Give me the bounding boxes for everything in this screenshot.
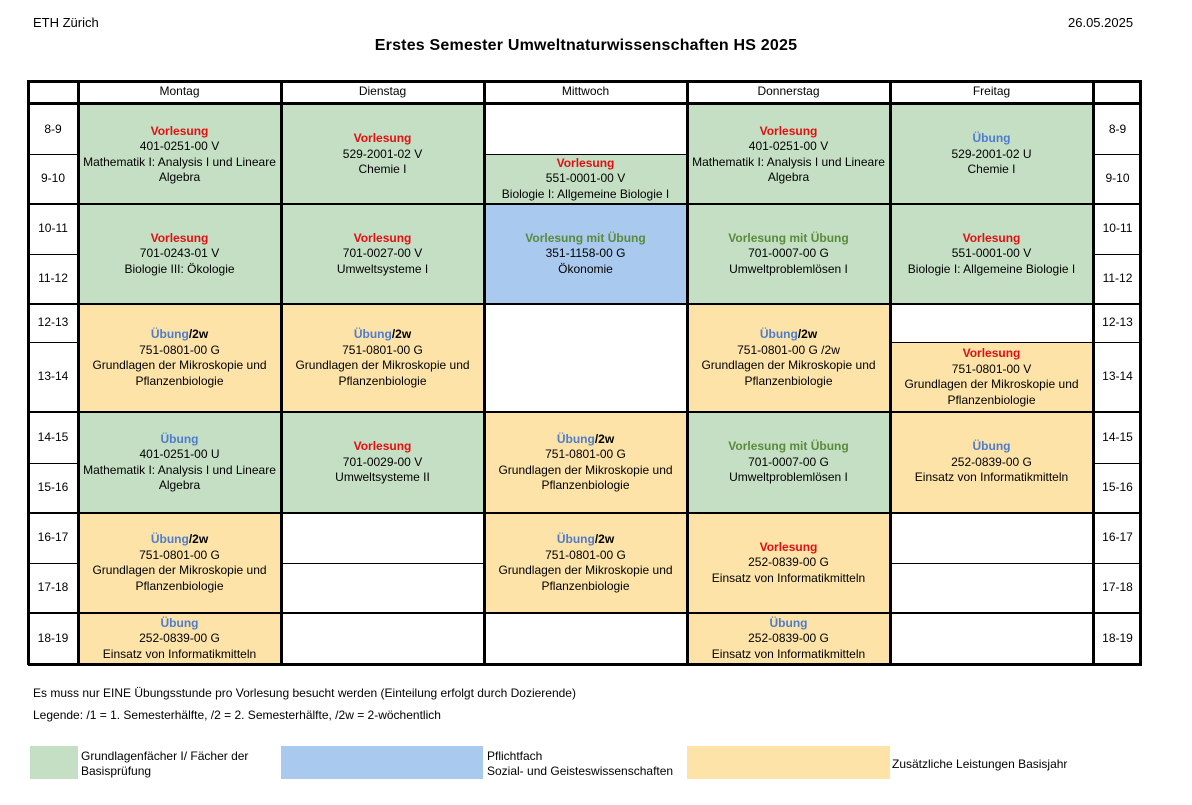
course-name: Einsatz von Informatikmitteln [711, 646, 866, 661]
course-kind: Übung [160, 431, 199, 446]
course-kind: Vorlesung [353, 131, 412, 146]
course-block[interactable] [484, 412, 687, 513]
course-name: Umweltsysteme I [336, 261, 429, 276]
course-kind: Vorlesung [150, 230, 209, 245]
time-label-right: 17-18 [1102, 580, 1133, 595]
course-name: Umweltproblemlösen I [729, 261, 848, 276]
grid-line [890, 563, 1093, 564]
time-label-right: 12-13 [1102, 315, 1133, 330]
legend-text-yellow: Zusätzliche Leistungen Basisjahr [892, 757, 1068, 771]
course-code: 551-0001-00 V [951, 246, 1032, 261]
grid-line [28, 563, 78, 564]
course-kind: Vorlesung [759, 123, 818, 138]
grid-line [27, 80, 30, 665]
day-header-1: Montag [159, 83, 200, 98]
course-name: Ökonomie [558, 261, 613, 276]
time-label-right: 10-11 [1102, 221, 1133, 236]
course-code: 701-0029-00 V [342, 454, 423, 469]
day-header-4: Donnerstag [757, 83, 820, 98]
grid-line [281, 563, 484, 564]
course-code: 252-0839-00 G [951, 454, 1032, 469]
grid-line [28, 303, 1142, 305]
course-name: Einsatz von Informatikmitteln [914, 470, 1069, 485]
course-block[interactable] [281, 105, 484, 204]
time-label-left: 18-19 [37, 631, 69, 646]
time-label-right: 9-10 [1105, 171, 1130, 186]
grid-line [28, 80, 1142, 83]
course-kind: Übung [972, 131, 1011, 146]
course-name: Biologie III: Ökologie [124, 261, 235, 276]
course-kind: Übung [972, 439, 1011, 454]
grid-line [28, 512, 1142, 514]
course-kind: Übung/2w [556, 431, 615, 446]
grid-line [1093, 254, 1142, 255]
course-block[interactable] [78, 204, 281, 304]
course-kind: Vorlesung [353, 230, 412, 245]
course-block[interactable] [281, 412, 484, 513]
course-name: Chemie I [358, 162, 407, 177]
course-block[interactable] [890, 342, 1093, 412]
grid-line [280, 80, 283, 665]
course-name: Grundlagen der Mikroskopie und Pflanzenbiologie [92, 358, 267, 388]
grid-line [889, 80, 892, 665]
course-kind: Übung/2w [556, 532, 615, 546]
course-code: 551-0001-00 V [545, 171, 626, 186]
course-block[interactable] [484, 513, 687, 613]
time-label-right: 18-19 [1102, 631, 1133, 646]
course-kind: Übung [769, 615, 808, 630]
course-block[interactable] [890, 204, 1093, 304]
course-name: Biologie I: Allgemeine Biologie I [501, 186, 670, 201]
course-kind: Vorlesung [962, 346, 1021, 360]
course-block[interactable] [687, 304, 890, 412]
course-code: 701-0007-00 G [748, 246, 829, 261]
grid-line [28, 663, 1142, 666]
grid-line [28, 102, 1142, 105]
course-code: 529-2001-02 U [951, 146, 1032, 161]
grid-line [28, 203, 1142, 205]
legend-swatch-yellow [687, 746, 890, 779]
course-code: 751-0801-00 G [545, 547, 626, 562]
time-label-right: 16-17 [1102, 530, 1133, 545]
course-block[interactable] [687, 105, 890, 204]
date-label: 26.05.2025 [1068, 15, 1134, 30]
course-kind: Vorlesung [962, 230, 1021, 245]
time-label-left: 9-10 [40, 171, 66, 186]
course-block[interactable] [890, 412, 1093, 513]
course-kind: Übung [160, 615, 199, 630]
course-block[interactable] [78, 613, 281, 665]
course-code: 751-0801-00 G /2w [737, 342, 840, 357]
course-name: Grundlagen der Mikroskopie und Pflanzenbiologie [904, 377, 1079, 407]
course-kind: Übung/2w [150, 327, 209, 341]
course-code: 701-0007-00 G [748, 454, 829, 469]
course-code: 351-1158-00 G [545, 246, 626, 261]
course-name: Mathematik I: Analysis I und Lineare Algebra [692, 154, 885, 184]
course-code: 701-0243-01 V [139, 246, 220, 261]
time-label-right: 14-15 [1102, 429, 1133, 444]
course-code: 401-0251-00 V [748, 139, 829, 153]
note-exercise: Es muss nur EINE Übungsstunde pro Vorlesung besucht werden (Einteilung erfolgt durch Dozierende) [33, 686, 576, 700]
course-block[interactable] [78, 513, 281, 613]
legend-swatch-green [30, 746, 78, 779]
grid-line [28, 463, 78, 464]
course-code: 252-0839-00 G [748, 631, 829, 646]
course-block[interactable] [484, 154, 687, 204]
course-name: Grundlagen der Mikroskopie und Pflanzenbiologie [701, 358, 876, 388]
course-code: 751-0801-00 G [545, 447, 626, 461]
timetable [28, 80, 1142, 665]
course-name: Grundlagen der Mikroskopie und Pflanzenbiologie [295, 358, 470, 388]
grid-line [1139, 80, 1142, 665]
day-header-3: Mittwoch [561, 83, 610, 98]
grid-line [28, 254, 78, 255]
grid-line [483, 80, 486, 665]
time-label-left: 16-17 [37, 530, 69, 545]
course-kind: Vorlesung [150, 123, 209, 138]
course-block[interactable] [687, 613, 890, 665]
legend-text-blue: Pflichtfach Sozial- und Geisteswissenschaften [487, 749, 674, 778]
course-code: 751-0801-00 G [342, 342, 423, 357]
course-block[interactable] [281, 204, 484, 304]
institution-label: ETH Zürich [33, 15, 99, 30]
course-code: 252-0839-00 G [748, 555, 829, 570]
course-kind: Vorlesung [556, 155, 615, 170]
course-code: 701-0027-00 V [342, 246, 423, 261]
course-name: Umweltsysteme II [335, 470, 430, 485]
course-name: Mathematik I: Analysis I und Lineare Algebra [83, 462, 276, 492]
time-label-right: 15-16 [1102, 480, 1133, 495]
course-name: Chemie I [967, 162, 1016, 177]
course-code: 751-0801-00 V [951, 361, 1032, 376]
page-title: Erstes Semester Umweltnaturwissenschaften HS 2025 [374, 37, 798, 54]
course-block[interactable] [78, 304, 281, 412]
course-code: 401-0251-00 U [139, 447, 220, 461]
course-kind: Vorlesung mit Übung [525, 230, 646, 245]
course-code: 401-0251-00 V [139, 139, 220, 153]
course-block[interactable] [484, 204, 687, 304]
grid-line [1092, 80, 1095, 665]
time-label-left: 10-11 [38, 221, 68, 236]
course-kind: Übung/2w [353, 327, 412, 341]
note-legend: Legende: /1 = 1. Semesterhälfte, /2 = 2. Semesterhälfte, /2w = 2-wöchentlich [33, 708, 441, 722]
course-block[interactable] [687, 412, 890, 513]
course-name: Grundlagen der Mikroskopie und Pflanzenbiologie [498, 462, 673, 492]
time-label-right: 11-12 [1102, 271, 1133, 286]
course-name: Einsatz von Informatikmitteln [102, 646, 257, 661]
course-name: Einsatz von Informatikmitteln [711, 570, 866, 585]
time-label-right: 13-14 [1102, 369, 1133, 384]
course-name: Grundlagen der Mikroskopie und Pflanzenbiologie [498, 563, 673, 593]
grid-line [28, 154, 78, 155]
course-kind: Vorlesung mit Übung [728, 439, 849, 454]
course-name: Umweltproblemlösen I [729, 470, 848, 485]
grid-line [28, 411, 1142, 413]
grid-line [28, 342, 78, 343]
grid-line [1093, 563, 1142, 564]
time-label-left: 12-13 [37, 315, 69, 330]
course-block[interactable] [78, 412, 281, 513]
legend-swatch-blue [281, 746, 483, 779]
time-label-right: 8-9 [1108, 121, 1127, 136]
course-name: Mathematik I: Analysis I und Lineare Algebra [83, 154, 276, 184]
time-label-left: 15-16 [37, 480, 69, 495]
course-kind: Übung/2w [759, 327, 818, 341]
course-kind: Vorlesung [353, 439, 412, 454]
course-block[interactable] [78, 105, 281, 204]
legend-text-green: Grundlagenfächer I/ Fächer der Basisprüfung [81, 749, 249, 778]
course-block[interactable] [687, 204, 890, 304]
grid-line [1093, 463, 1142, 464]
course-block[interactable] [281, 304, 484, 412]
course-name: Grundlagen der Mikroskopie und Pflanzenbiologie [92, 563, 267, 593]
grid-line [77, 80, 80, 665]
grid-line [1093, 342, 1142, 343]
time-label-left: 11-12 [38, 271, 68, 286]
grid-line [686, 80, 689, 665]
time-label-left: 8-9 [44, 121, 62, 136]
time-label-left: 17-18 [37, 580, 69, 595]
course-code: 751-0801-00 G [139, 342, 220, 357]
course-block[interactable] [687, 513, 890, 613]
grid-line [484, 154, 687, 155]
course-kind: Vorlesung [759, 539, 818, 554]
grid-line [1093, 154, 1142, 155]
grid-line [28, 612, 1142, 614]
course-kind: Vorlesung mit Übung [728, 230, 849, 245]
time-label-left: 14-15 [37, 429, 69, 444]
course-name: Biologie I: Allgemeine Biologie I [907, 261, 1076, 276]
day-header-5: Freitag [972, 83, 1011, 98]
course-code: 252-0839-00 G [139, 631, 220, 646]
day-header-2: Dienstag [358, 83, 407, 98]
time-label-left: 13-14 [37, 369, 69, 384]
course-code: 529-2001-02 V [342, 146, 423, 161]
course-kind: Übung/2w [150, 532, 209, 546]
course-block[interactable] [890, 105, 1093, 204]
grid-line [890, 342, 1093, 343]
course-code: 751-0801-00 G [139, 547, 220, 562]
